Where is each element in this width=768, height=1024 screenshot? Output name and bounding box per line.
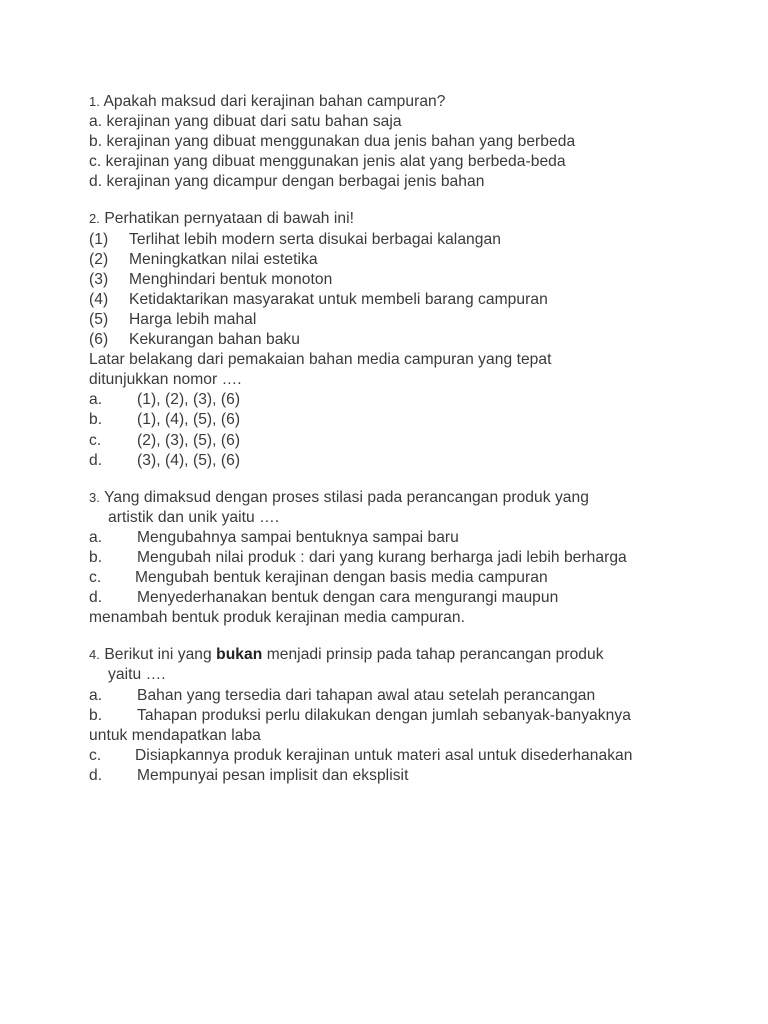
q2-option-a-text: (1), (2), (3), (6) (137, 391, 241, 409)
q2-statement-2 (89, 250, 749, 270)
q2-question-line2: ditunjukkan nomor …. (89, 371, 242, 389)
q4-question-line1 (89, 645, 749, 665)
q1-option-b (89, 132, 749, 152)
q4-option-b-label: b. (89, 706, 103, 724)
q3-option-d (89, 588, 749, 608)
q3-option-b (89, 548, 749, 568)
spacer (89, 471, 749, 488)
q2-statement-1-label: (1) (89, 230, 109, 248)
q3-option-d-text: Menyederhanakan bentuk dengan cara mengurangi maupun (137, 589, 559, 607)
q4-option-d (89, 766, 749, 786)
q2-option-b (89, 410, 749, 430)
q2-intro (89, 209, 749, 229)
q3-question-line1 (89, 488, 749, 508)
q3-option-c-text: Mengubah bentuk kerajinan dengan basis media campuran (135, 569, 548, 587)
q2-option-d-text: (3), (4), (5), (6) (137, 451, 241, 469)
q1-option-d (89, 172, 749, 192)
q1-text: Apakah maksud dari kerajinan bahan campuran? (103, 93, 446, 110)
q4-option-d-label: d. (89, 766, 103, 784)
spacer (89, 628, 749, 645)
q3-option-a-text: Mengubahnya sampai bentuknya sampai baru (137, 528, 459, 546)
q4-question-pre: Berikut ini yang (104, 646, 217, 664)
q3-option-b-label: b. (89, 548, 103, 566)
q2-question-line1: Latar belakang dari pemakaian bahan media campuran yang tepat (89, 351, 552, 369)
q2-option-c (89, 431, 749, 451)
q2-statement-1-text: Terlihat lebih modern serta disukai berbagai kalangan (129, 230, 501, 248)
q2-statement-4 (89, 290, 749, 310)
q3-option-a-label: a. (89, 528, 103, 546)
q4-option-a-label: a. (89, 686, 103, 704)
q2-statement-2-text: Meningkatkan nilai estetika (129, 250, 318, 268)
q1-option-a (89, 112, 749, 132)
q2-option-c-text: (2), (3), (5), (6) (137, 431, 241, 449)
q2-statement-5-label: (5) (89, 310, 109, 328)
q4-option-d-text: Mempunyai pesan implisit dan eksplisit (137, 766, 409, 784)
q4-question-post: menjadi prinsip pada tahap perancangan produk (262, 646, 604, 664)
q2-option-b-label: b. (89, 411, 103, 429)
q2-statement-5-text: Harga lebih mahal (129, 310, 257, 328)
q4-option-c (89, 746, 749, 766)
q2-option-d-label: d. (89, 451, 103, 469)
q1-question (89, 92, 749, 112)
q1-option-a-text: kerajinan yang dibuat dari satu bahan saja (106, 113, 402, 131)
q3-option-a (89, 528, 749, 548)
q2-option-a (89, 390, 749, 410)
q2-statement-1 (89, 230, 749, 250)
q3-number: 3. (89, 489, 100, 505)
q2-statement-6-text: Kekurangan bahan baku (129, 331, 300, 349)
q2-statement-4-label: (4) (89, 290, 109, 308)
q4-option-a-text: Bahan yang tersedia dari tahapan awal atau setelah perancangan (137, 686, 596, 704)
q3-option-c (89, 568, 749, 588)
q3-option-d-label: d. (89, 589, 103, 607)
q2-statement-3-label: (3) (89, 270, 109, 288)
q4-question-line2: yaitu …. (108, 666, 166, 684)
q2-statement-3-text: Menghindari bentuk monoton (129, 270, 333, 288)
q4-option-c-label: c. (89, 746, 102, 764)
q2-intro-text: Perhatikan pernyataan di bawah ini! (104, 210, 355, 228)
q4-option-b-text: Tahapan produksi perlu dilakukan dengan jumlah sebanyak-banyaknya (137, 706, 631, 724)
document-page (89, 92, 749, 786)
q2-statement-4-text: Ketidaktarikan masyarakat untuk membeli barang campuran (129, 290, 548, 308)
q4-option-c-text: Disiapkannya produk kerajinan untuk materi asal untuk disederhanakan (135, 746, 633, 764)
q2-option-a-label: a. (89, 391, 103, 409)
q1-option-c-text: kerajinan yang dibuat menggunakan jenis alat yang berbeda-beda (105, 153, 566, 171)
q3-option-b-text: Mengubah nilai produk : dari yang kurang berharga jadi lebih berharga (137, 548, 627, 566)
q1-option-d-label: d. (89, 173, 103, 191)
q1-option-b-text: kerajinan yang dibuat menggunakan dua jenis bahan yang berbeda (106, 133, 576, 151)
q1-number: 1. (89, 94, 100, 109)
q2-option-c-label: c. (89, 431, 102, 449)
q2-statement-3 (89, 270, 749, 290)
q1-option-b-label: b. (89, 133, 103, 151)
q3-question-text: Yang dimaksud dengan proses stilasi pada perancangan produk yang (104, 488, 589, 506)
q1-option-c (89, 152, 749, 172)
q4-option-a (89, 686, 749, 706)
q2-option-d (89, 451, 749, 471)
q4-question-emphasis: bukan (216, 646, 263, 664)
q1-option-d-text: kerajinan yang dicampur dengan berbagai jenis bahan (106, 173, 485, 191)
q3-option-c-label: c. (89, 569, 102, 587)
q4-option-b (89, 706, 749, 726)
q2-statement-6 (89, 330, 749, 350)
q4-number: 4. (89, 647, 100, 663)
q2-option-b-text: (1), (4), (5), (6) (137, 411, 241, 429)
q2-statement-5 (89, 310, 749, 330)
q1-option-c-label: c. (89, 153, 102, 171)
q1-option-a-label: a. (89, 113, 103, 131)
q2-statement-6-label: (6) (89, 331, 109, 349)
q3-question-line2: artistik dan unik yaitu …. (108, 508, 280, 526)
q2-statement-2-label: (2) (89, 250, 109, 268)
q3-option-d-continued: menambah bentuk produk kerajinan media campuran. (89, 609, 466, 627)
spacer (89, 192, 749, 209)
q4-option-b-continued: untuk mendapatkan laba (89, 726, 261, 744)
q2-number: 2. (89, 211, 100, 227)
